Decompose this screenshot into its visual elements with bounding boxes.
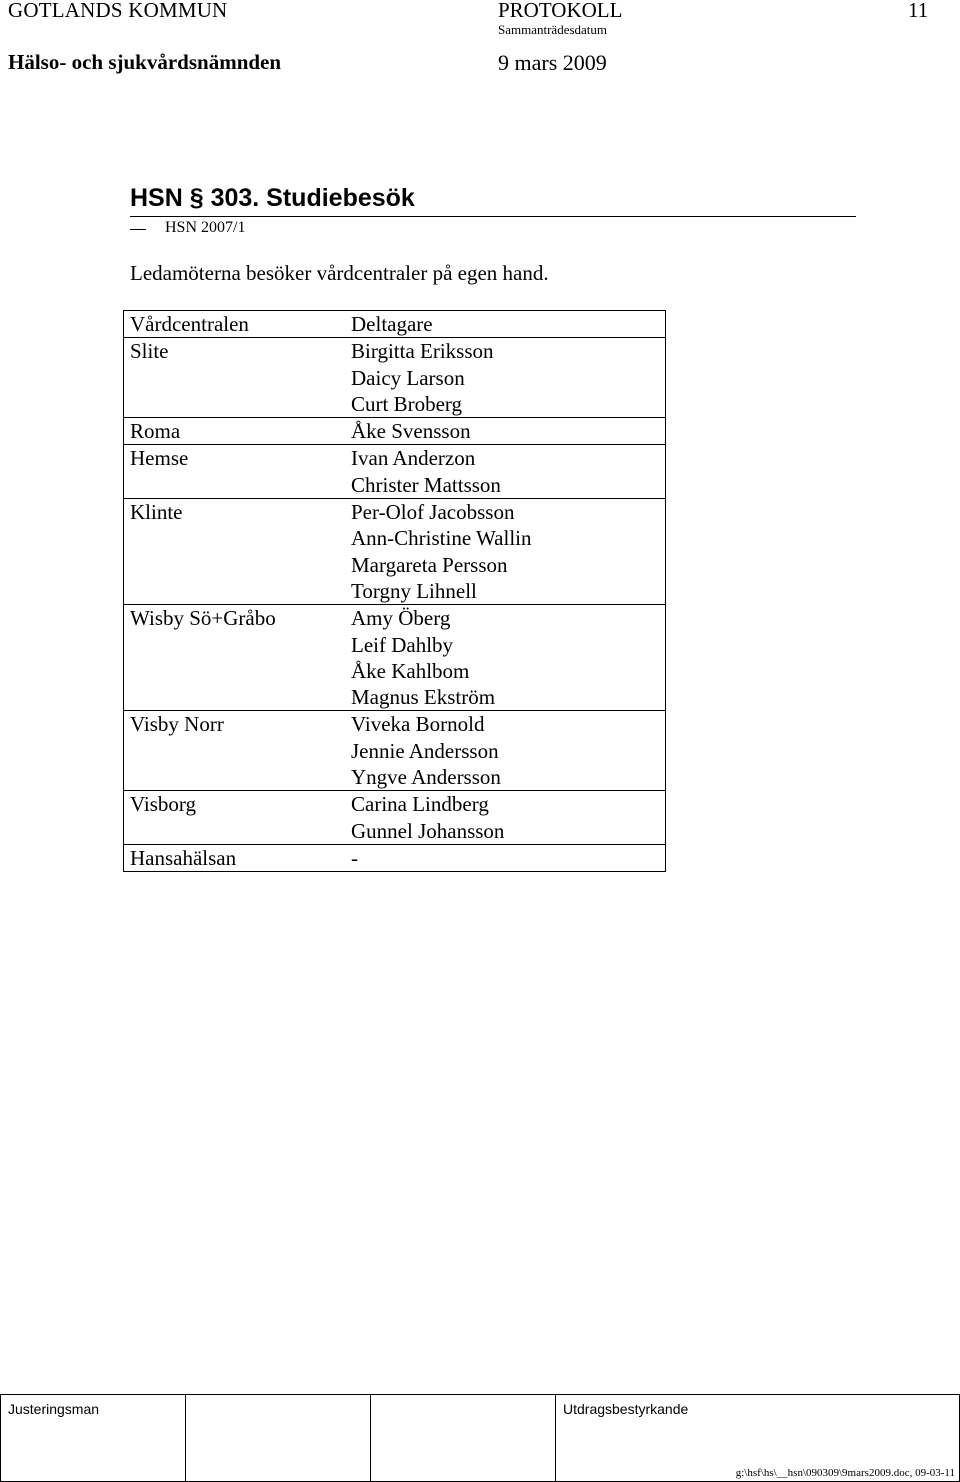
table-row: [124, 605, 666, 711]
participant-name: Curt Broberg: [351, 391, 463, 416]
center-name: Wisby Sö+Gråbo: [124, 605, 346, 711]
meeting-date-label: Sammanträdesdatum: [498, 22, 608, 37]
participant-list: [345, 605, 666, 711]
participant-name: Åke Kahlbom: [351, 658, 470, 683]
table-header-row: [124, 311, 666, 338]
participant-list: [345, 844, 666, 871]
table-row: [124, 791, 666, 845]
case-reference: HSN 2007/1: [165, 219, 246, 236]
participant-list: [345, 418, 666, 445]
table-row: [124, 445, 666, 499]
center-name: Slite: [124, 338, 346, 418]
column-header-center: Vårdcentralen: [124, 311, 346, 338]
file-path: g:\hsf\hs\__hsn\090309\9mars2009.doc, 09-03-11: [735, 1467, 955, 1479]
meeting-date: 9 mars 2009: [498, 50, 607, 75]
intro-text: Ledamöterna besöker vårdcentraler på egen hand.: [130, 261, 549, 285]
center-name: Hemse: [124, 445, 346, 499]
participant-name: Yngve Andersson: [351, 765, 501, 790]
document-type: PROTOKOLL: [498, 0, 623, 22]
participant-name: Jennie Andersson: [351, 738, 499, 763]
participant-list: [345, 791, 666, 845]
board-name: Hälso- och sjukvårdsnämnden: [8, 50, 282, 74]
participant-name: Carina Lindberg: [351, 792, 489, 817]
organization-name: GOTLANDS KOMMUN: [8, 0, 228, 22]
center-name: Roma: [124, 418, 346, 445]
participant-name: Ann-Christine Wallin: [351, 526, 532, 551]
table-row: [124, 844, 666, 871]
center-name: Visborg: [124, 791, 346, 845]
footer-box-signature-3: [370, 1394, 556, 1482]
participant-name: -: [351, 845, 358, 870]
table-row: [124, 418, 666, 445]
column-header-participants: Deltagare: [345, 311, 666, 338]
participant-name: Torgny Lihnell: [351, 578, 477, 603]
participant-name: Magnus Ekström: [351, 685, 496, 710]
participant-name: Viveka Bornold: [351, 712, 485, 737]
footer-label-justeringsman: Justeringsman: [8, 1401, 100, 1417]
participant-list: [345, 711, 666, 791]
participant-name: Daicy Larson: [351, 365, 465, 390]
participant-name: Birgitta Eriksson: [351, 339, 494, 364]
table-row: [124, 711, 666, 791]
table-row: [124, 338, 666, 418]
participant-name: Leif Dahlby: [351, 632, 454, 657]
page-number: 11: [908, 0, 929, 22]
participant-name: Åke Svensson: [351, 419, 471, 444]
participant-list: [345, 499, 666, 605]
participant-list: [345, 338, 666, 418]
footer-box-utdrag: [555, 1394, 960, 1482]
participant-name: Ivan Anderzon: [351, 446, 476, 471]
center-name: Klinte: [124, 499, 346, 605]
center-name: Visby Norr: [124, 711, 346, 791]
reference-dash: [130, 229, 146, 230]
participant-name: Per-Olof Jacobsson: [351, 500, 515, 525]
footer-box-justering: [0, 1394, 186, 1482]
participants-table: [123, 310, 666, 872]
section-title: HSN § 303. Studiebesök: [130, 184, 415, 212]
center-name: Hansahälsan: [124, 844, 346, 871]
footer-box-signature-2: [185, 1394, 371, 1482]
section-divider: [130, 216, 856, 217]
participant-name: Gunnel Johansson: [351, 818, 505, 843]
participant-name: Christer Mattsson: [351, 472, 501, 497]
participant-list: [345, 445, 666, 499]
footer-label-utdragsbestyrkande: Utdragsbestyrkande: [563, 1401, 689, 1417]
participant-name: Margareta Persson: [351, 552, 508, 577]
page-footer: [0, 1394, 960, 1482]
participant-name: Amy Öberg: [351, 606, 451, 631]
table-row: [124, 499, 666, 605]
